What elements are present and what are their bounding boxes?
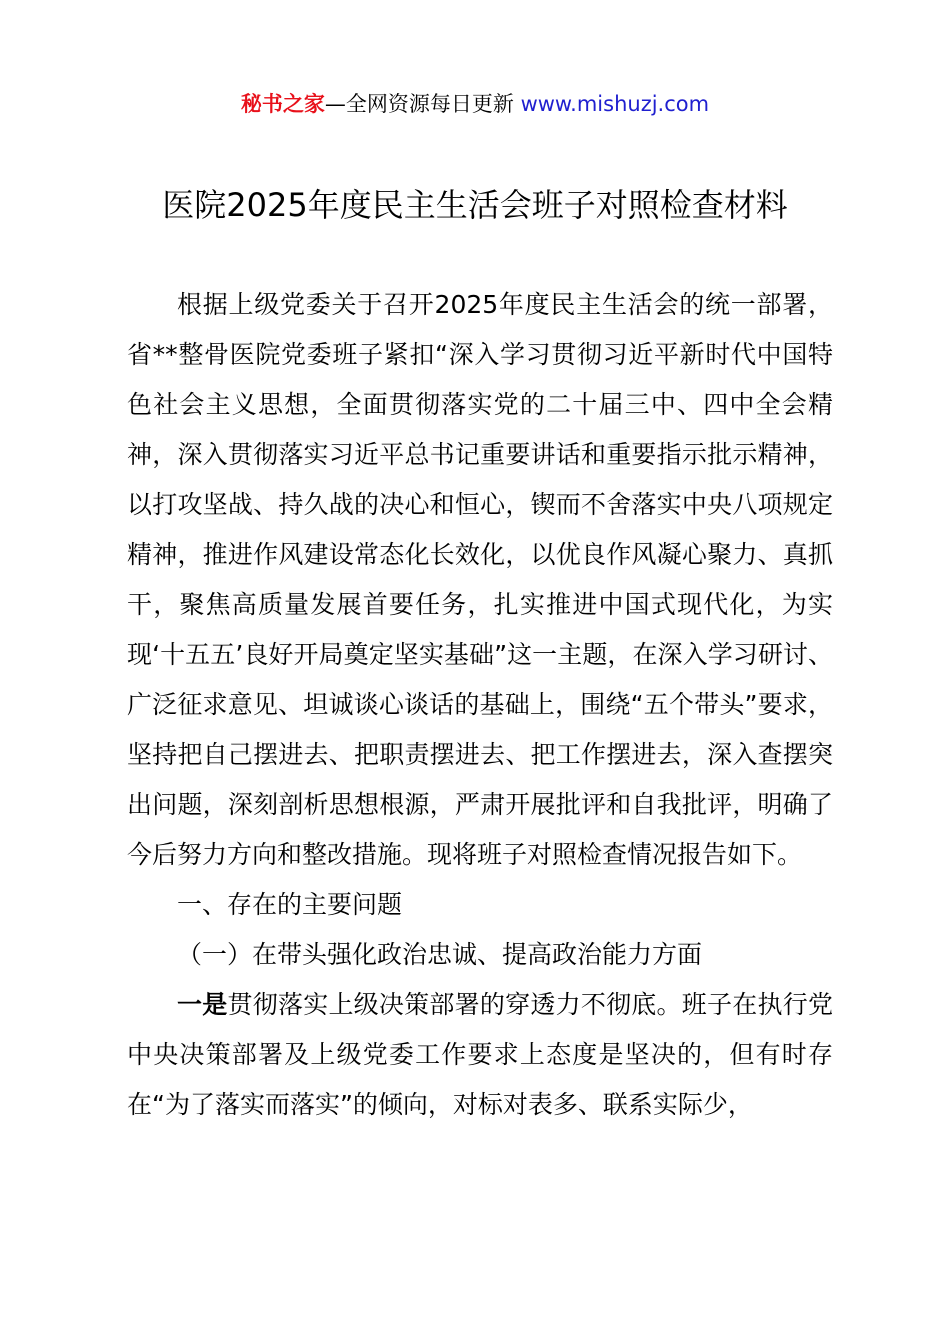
site-header — [0, 88, 950, 120]
point-paragraph — [127, 980, 833, 1130]
section-heading: 一、存在的主要问题 — [177, 890, 403, 919]
point-lead: 一是 — [177, 990, 228, 1019]
brand-name: 秘书之家 — [240, 92, 325, 116]
intro-paragraph: 根据上级党委关于召开2025年度民主生活会的统一部署，省**整骨医院党委班子紧扣“深入学习贯彻习近平新时代中国特色社会主义思想，全面贯彻落实党的二十届三中、四中全会精神，深入贯彻落实习近平总书记重要讲话和重要指示批示精神，以打攻坚战、持久战的决心和恒心，锲而不舍落实中央八项规定精神，推进作风建设常态化长效化，以优良作风凝心聚力、真抓干，聚焦高质量发展首要任务，扎实推进中国式现代化，为实现‘十五五’良好开局奠定坚实基础”这一主题，在深入学习研讨、广泛征求意见、坦诚谈心谈话的基础上，围绕“五个带头”要求，坚持把自己摆进去、把职责摆进去、把工作摆进去，深入查摆突出问题，深刻剖析思想根源，严肃开展批评和自我批评，明确了今后努力方向和整改措施。现将班子对照检查情况报告如下。 — [127, 290, 833, 869]
point-text: 贯彻落实上级决策部署的穿透力不彻底。班子在执行党中央决策部署及上级党委工作要求上态度是坚决的，但有时存在“为了落实而落实”的倾向，对标对表多、联系实际少， — [127, 990, 833, 1119]
document-title: 医院2025年度民主生活会班子对照检查材料 — [162, 186, 788, 224]
header-slogan: —全网资源每日更新 — [324, 92, 521, 116]
site-url-link[interactable]: www.mishuzj.com — [520, 92, 710, 116]
document-body — [127, 280, 833, 1130]
subsection-heading: （一）在带头强化政治忠诚、提高政治能力方面 — [177, 940, 703, 969]
